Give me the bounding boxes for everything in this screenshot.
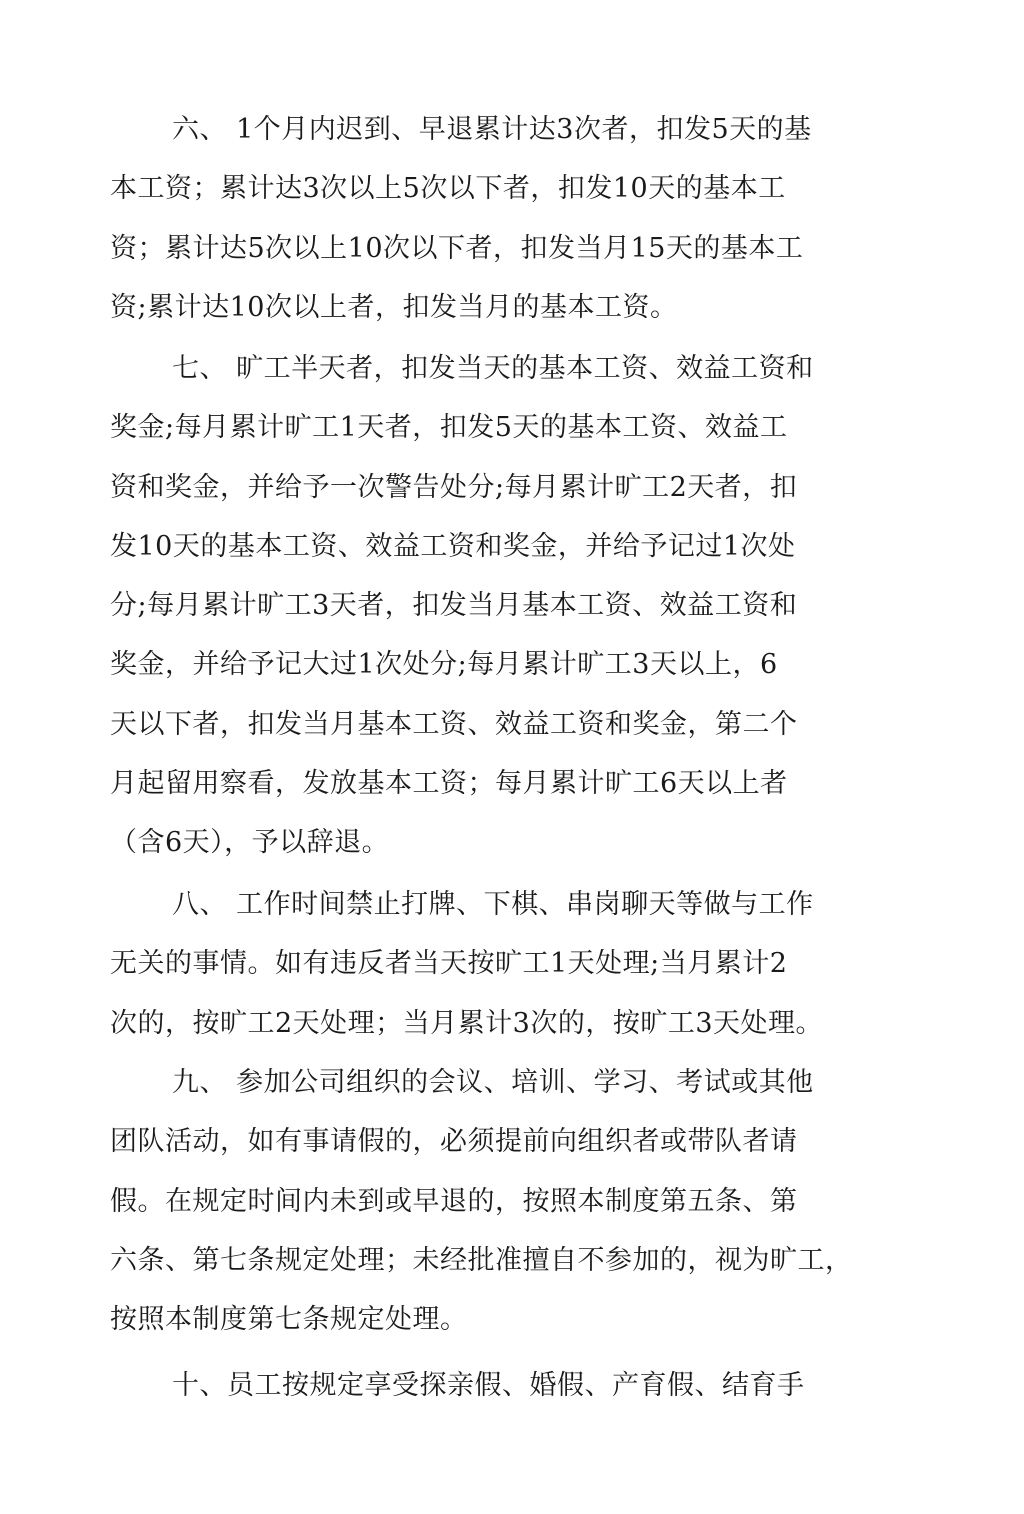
paragraph-article-8 xyxy=(110,875,870,1053)
text-line: 奖金，并给予记大过1次处分;每月累计旷工3天以上，6 xyxy=(110,649,778,681)
text-line: 发10天的基本工资、效益工资和奖金，并给予记过1次处 xyxy=(110,530,796,562)
text-line: 天以下者，扣发当月基本工资、效益工资和奖金，第二个 xyxy=(110,708,798,740)
paragraph-article-6 xyxy=(110,100,870,337)
text-line: 假。在规定时间内未到或早退的，按照本制度第五条、第 xyxy=(110,1185,798,1217)
text-line: 十、员工按规定享受探亲假、婚假、产育假、结育手 xyxy=(172,1370,805,1401)
text-line: 次的，按旷工2天处理；当月累计3次的，按旷工3天处理。 xyxy=(110,1007,824,1039)
text-line: 月起留用察看，发放基本工资；每月累计旷工6天以上者 xyxy=(110,768,788,800)
text-line: 六条、第七条规定处理；未经批准擅自不参加的，视为旷工， xyxy=(110,1244,853,1276)
text-line: 九、 参加公司组织的会议、培训、学习、考试或其他 xyxy=(172,1067,814,1098)
text-line: （含6天），予以辞退。 xyxy=(110,827,390,859)
paragraph-article-10 xyxy=(110,1356,870,1415)
text-line: 奖金;每月累计旷工1天者，扣发5天的基本工资、效益工 xyxy=(110,412,788,444)
text-line: 按照本制度第七条规定处理。 xyxy=(110,1304,468,1336)
paragraph-article-9 xyxy=(110,1053,870,1349)
text-line: 分;每月累计旷工3天者，扣发当月基本工资、效益工资和 xyxy=(110,590,798,622)
text-line: 八、 工作时间禁止打牌、下棋、串岗聊天等做与工作 xyxy=(172,889,814,920)
text-line: 无关的事情。如有违反者当天按旷工1天处理;当月累计2 xyxy=(110,948,788,980)
paragraph-article-7 xyxy=(110,339,870,873)
text-line: 资；累计达5次以上10次以下者，扣发当月15天的基本工 xyxy=(110,232,804,264)
text-line: 资;累计达10次以上者，扣发当月的基本工资。 xyxy=(110,291,678,323)
text-line: 七、 旷工半天者，扣发当天的基本工资、效益工资和 xyxy=(172,353,814,384)
text-line: 资和奖金，并给予一次警告处分;每月累计旷工2天者，扣 xyxy=(110,471,798,503)
text-line: 六、 1个月内迟到、早退累计达3次者，扣发5天的基 xyxy=(172,114,812,145)
text-line: 团队活动，如有事请假的，必须提前向组织者或带队者请 xyxy=(110,1126,798,1158)
text-line: 本工资；累计达3次以上5次以下者，扣发10天的基本工 xyxy=(110,173,786,205)
